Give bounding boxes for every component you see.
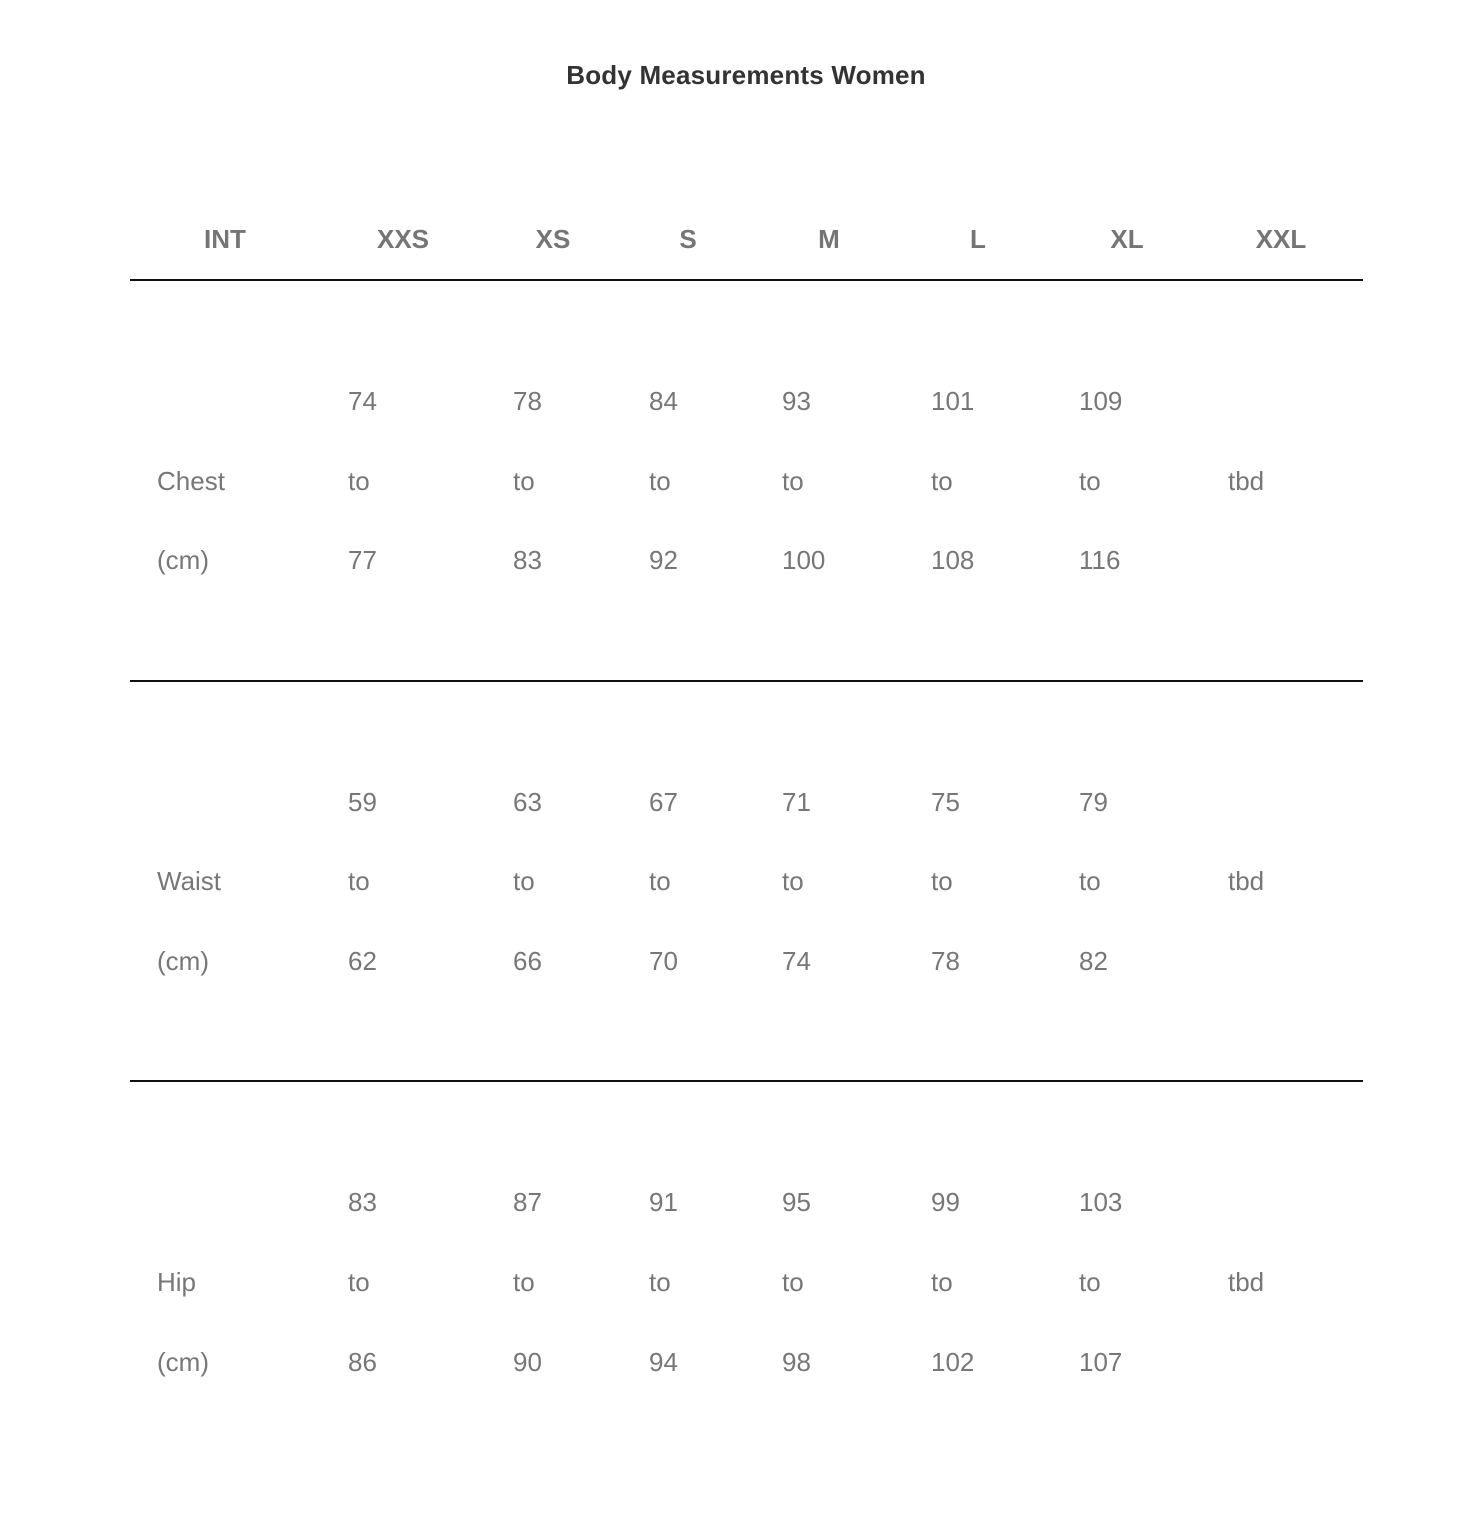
range-max: 102 bbox=[931, 1347, 975, 1377]
range-sep: to bbox=[649, 466, 671, 496]
header-s: S bbox=[679, 224, 697, 254]
range-max: 116 bbox=[1079, 545, 1121, 575]
range-sep: to bbox=[649, 866, 671, 896]
range-max: 94 bbox=[649, 1347, 678, 1377]
row-unit: (cm) bbox=[157, 545, 209, 575]
row-label: Waist bbox=[157, 866, 222, 896]
range-sep: to bbox=[513, 466, 535, 496]
range-min: 74 bbox=[348, 386, 377, 416]
range-sep: to bbox=[348, 866, 370, 896]
range-max: 78 bbox=[931, 946, 960, 976]
header-l: L bbox=[970, 224, 986, 254]
header-xl: XL bbox=[1110, 224, 1144, 254]
xxl-value: tbd bbox=[1228, 466, 1265, 496]
range-min: 71 bbox=[782, 787, 811, 817]
range-max: 62 bbox=[348, 946, 377, 976]
range-sep: to bbox=[931, 466, 953, 496]
range-min: 93 bbox=[782, 386, 811, 416]
xxl-value: tbd bbox=[1228, 1267, 1265, 1297]
range-sep: to bbox=[782, 466, 804, 496]
range-sep: to bbox=[782, 866, 804, 896]
header-m: M bbox=[818, 224, 840, 254]
range-min: 78 bbox=[513, 386, 542, 416]
range-sep: to bbox=[1079, 1267, 1101, 1297]
range-sep: to bbox=[931, 866, 953, 896]
row-unit: (cm) bbox=[157, 1347, 209, 1377]
range-sep: to bbox=[1079, 866, 1101, 896]
range-sep: to bbox=[513, 1267, 535, 1297]
range-max: 82 bbox=[1079, 946, 1108, 976]
range-min: 75 bbox=[931, 787, 960, 817]
range-max: 70 bbox=[649, 946, 678, 976]
range-sep: to bbox=[649, 1267, 671, 1297]
header-xxs: XXS bbox=[376, 224, 430, 254]
range-min: 67 bbox=[649, 787, 678, 817]
range-max: 107 bbox=[1079, 1347, 1123, 1377]
range-sep: to bbox=[931, 1267, 953, 1297]
range-min: 103 bbox=[1079, 1187, 1123, 1217]
range-min: 59 bbox=[348, 787, 377, 817]
row-label: Hip bbox=[157, 1267, 197, 1297]
xxl-value: tbd bbox=[1228, 866, 1265, 896]
row-label: Chest bbox=[157, 466, 225, 496]
header-xs: XS bbox=[535, 224, 571, 254]
header-divider bbox=[130, 279, 1363, 281]
range-min: 87 bbox=[513, 1187, 542, 1217]
row-unit: (cm) bbox=[157, 946, 209, 976]
range-max: 66 bbox=[513, 946, 542, 976]
range-max: 98 bbox=[782, 1347, 811, 1377]
row-divider bbox=[130, 680, 1363, 682]
range-min: 63 bbox=[513, 787, 542, 817]
range-max: 77 bbox=[348, 545, 377, 575]
range-max: 90 bbox=[513, 1347, 542, 1377]
range-max: 74 bbox=[782, 946, 811, 976]
range-min: 79 bbox=[1079, 787, 1108, 817]
range-min: 95 bbox=[782, 1187, 811, 1217]
range-max: 100 bbox=[782, 545, 826, 575]
range-min: 83 bbox=[348, 1187, 377, 1217]
range-min: 101 bbox=[931, 386, 975, 416]
range-max: 86 bbox=[348, 1347, 377, 1377]
header-int: INT bbox=[204, 224, 246, 254]
range-max: 83 bbox=[513, 545, 542, 575]
row-divider bbox=[130, 1080, 1363, 1082]
range-sep: to bbox=[348, 466, 370, 496]
range-min: 109 bbox=[1079, 386, 1123, 416]
range-min: 99 bbox=[931, 1187, 960, 1217]
range-sep: to bbox=[782, 1267, 804, 1297]
range-sep: to bbox=[348, 1267, 370, 1297]
range-max: 92 bbox=[649, 545, 678, 575]
range-sep: to bbox=[513, 866, 535, 896]
header-xxl: XXL bbox=[1255, 224, 1307, 254]
range-min: 91 bbox=[649, 1187, 678, 1217]
page-title: Body Measurements Women bbox=[566, 60, 926, 90]
range-sep: to bbox=[1079, 466, 1101, 496]
range-max: 108 bbox=[931, 545, 975, 575]
range-min: 84 bbox=[649, 386, 678, 416]
